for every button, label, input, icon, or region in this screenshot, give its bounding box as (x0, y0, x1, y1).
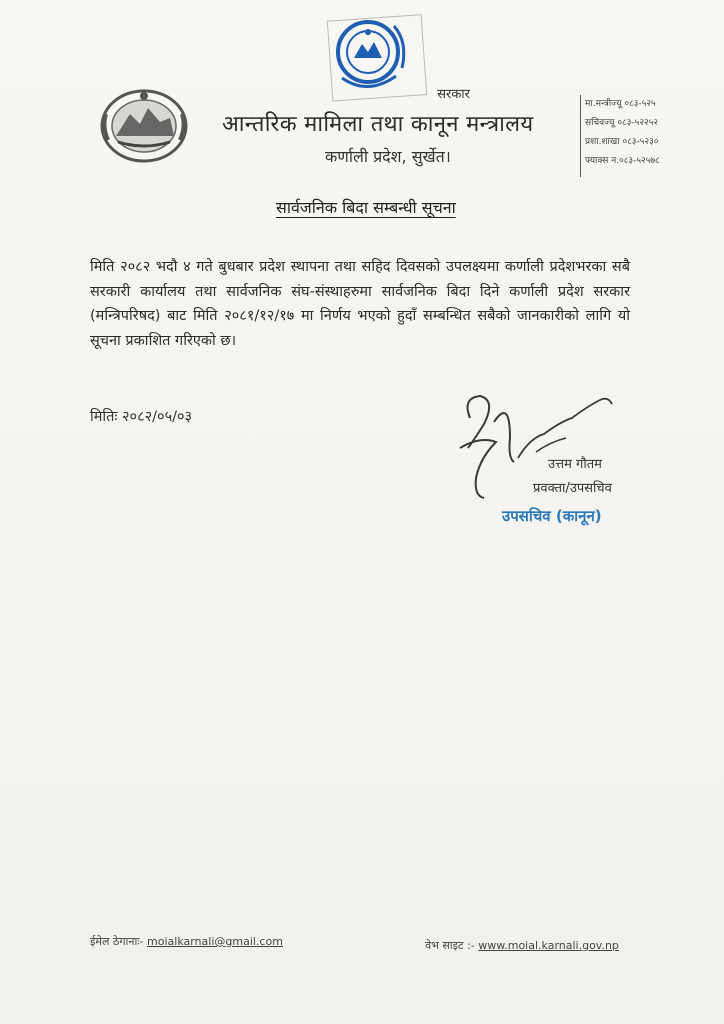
notice-date: मितिः २०८२/०५/०३ (90, 409, 193, 425)
province-address: कर्णाली प्रदेश, सुर्खेत। (325, 147, 451, 166)
contact-line: सचिवज्यू ०८३-५२२५२ (585, 118, 659, 128)
designation-stamp: उपसचिव (कानून) (502, 507, 602, 525)
government-line: सरकार (437, 87, 470, 102)
contact-numbers (580, 95, 715, 177)
footer-email (90, 934, 283, 949)
notice-title: सार्वजनिक बिदा सम्बन्धी सूचना (276, 198, 456, 217)
footer-website (425, 938, 619, 953)
signatory-designation: प्रवक्ता/उपसचिव (533, 481, 612, 496)
contact-line: प्रशा.शाखा ०८३-५२३० (585, 137, 659, 147)
contact-line: मा.मन्त्रीज्यू ०८३-५२५ (585, 99, 656, 109)
government-emblem-icon (98, 84, 190, 164)
email-label: ईमेल ठेगानाः- (90, 935, 144, 948)
website-label: वेभ साइट :- (425, 939, 475, 952)
ministry-name: आन्तरिक मामिला तथा कानून मन्त्रालय (222, 112, 534, 137)
email-link[interactable]: moialkarnali@gmail.com (147, 935, 283, 948)
website-link[interactable]: www.moial.karnali.gov.np (478, 939, 619, 952)
signatory-name: उत्तम गौतम (548, 457, 602, 472)
notice-body: मिति २०८२ भदौ ४ गते बुधबार प्रदेश स्थापना तथा सहिद दिवसको उपलक्ष्यमा कर्णाली प्रदेशभरका सबै सरकारी कार्यालय तथा सार्वजनिक संघ-संस्थाहरुमा सार्वजनिक बिदा दिने कर्णाली प्रदेश सरकार (मन्त्रिपरिषद) बाट मिति २०८१/१२/१७ मा निर्णय भएको हुदाँ सम्बन्धित सबैको जानकारीको लागि यो सूचना प्रकाशित गरिएको छ। (90, 259, 630, 349)
contact-line: फ्याक्स न.०८३-५२५७८ (585, 156, 660, 166)
